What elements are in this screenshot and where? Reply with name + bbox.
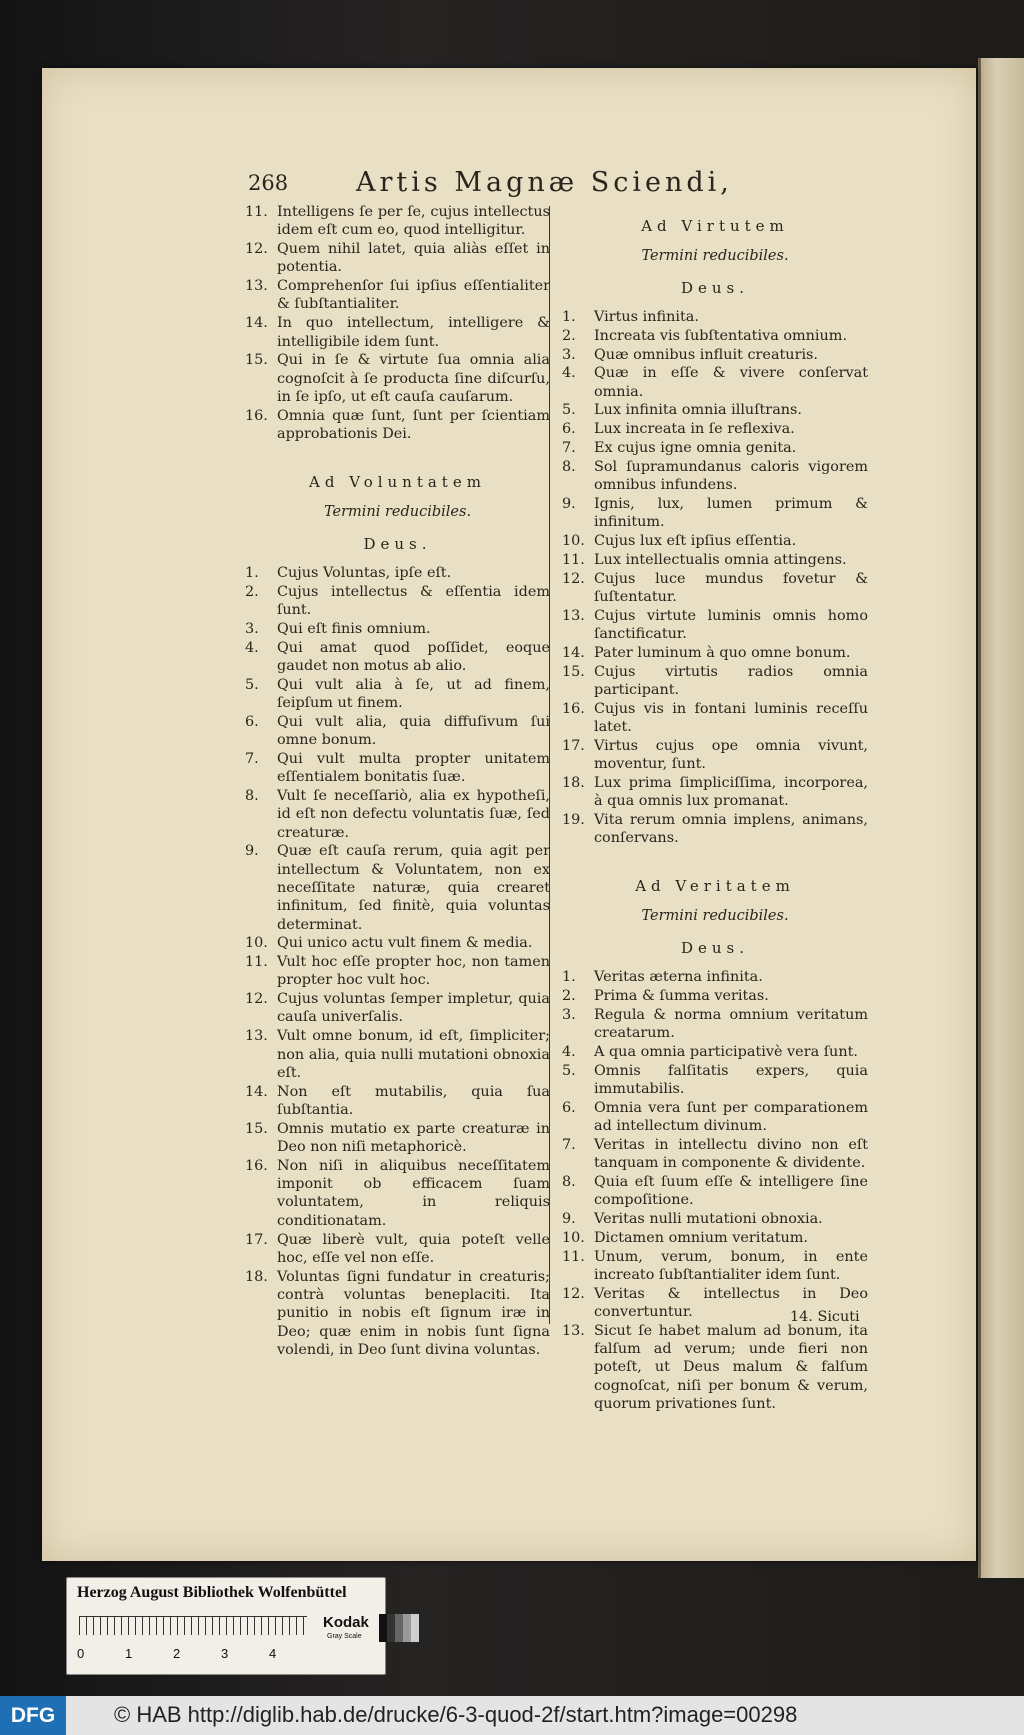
folio-number: 268 (248, 171, 289, 195)
item-text: Vult omne bonum, id eſt, ſimpliciter; non alia, quia nulli mutationi obnoxia eſt. (277, 1028, 550, 1081)
item-number: 6. (562, 1099, 576, 1116)
list-item (562, 1136, 868, 1173)
list-item (245, 1027, 550, 1082)
item-number: 1. (562, 969, 576, 986)
item-number: 12. (562, 570, 585, 587)
list-item (562, 346, 868, 364)
list-item (562, 308, 868, 326)
veritatem-list (562, 968, 868, 1413)
section-subtitle-virtutem: Termini reducibiles. (641, 248, 789, 264)
item-number: 19. (562, 812, 585, 829)
item-text: Cujus virtute luminis omnis homo ſanctificatur. (594, 607, 868, 643)
item-text: Qui unico actu vult finem & media. (277, 935, 533, 952)
item-number: 18. (562, 774, 585, 791)
list-item (245, 314, 550, 351)
list-item (245, 1231, 550, 1268)
item-text: Ignis, lux, lumen primum & infinitum. (594, 495, 868, 531)
list-item (245, 583, 550, 620)
list-item (562, 495, 868, 532)
list-item (245, 1120, 550, 1157)
item-text: Cujus virtutis radios omnia participant. (594, 663, 868, 698)
item-number: 1. (562, 309, 576, 325)
grayscale-swatch (379, 1614, 387, 1642)
item-text: Qui vult alia, quia diffuſivum ſui omne bonum. (277, 713, 550, 749)
section-deus-virtutem: Deus. (680, 279, 750, 297)
left-top-list (245, 203, 550, 443)
item-number: 5. (562, 1062, 576, 1079)
ruler-label: 1 (125, 1646, 133, 1661)
section-gap (562, 848, 868, 870)
ruler-label: 0 (77, 1646, 85, 1661)
item-number: 17. (245, 1231, 268, 1248)
item-number: 16. (562, 700, 585, 717)
item-text: Non niſi in aliquibus neceſſitatem imponit ob efficacem ſuam voluntatem, in reliquis conditionatam. (277, 1157, 550, 1229)
list-item (245, 787, 550, 842)
item-text: Vult ſe neceſſariò, alia ex hypotheſi, id eſt non defectu voluntatis ſuæ, ſed creaturæ. (277, 787, 550, 841)
item-text: Ex cujus igne omnia genita. (594, 440, 797, 457)
item-number: 11. (245, 204, 268, 220)
item-number: 10. (562, 1229, 585, 1246)
item-number: 13. (562, 1322, 585, 1339)
item-number: 16. (245, 1157, 268, 1174)
grayscale-swatch (411, 1614, 419, 1642)
item-number: 17. (562, 737, 585, 754)
item-text: Vita rerum omnia implens, animans, conſervans. (594, 812, 868, 847)
item-number: 12. (562, 1285, 585, 1302)
list-item (562, 327, 868, 345)
list-item (562, 607, 868, 644)
list-item (562, 551, 868, 569)
item-number: 6. (245, 713, 259, 730)
item-text: Cujus Voluntas, ipſe eſt. (277, 564, 452, 581)
item-number: 7. (245, 750, 259, 767)
list-item (245, 1157, 550, 1230)
grayscale-swatch (395, 1614, 403, 1642)
item-text: Lux infinita omnia illuſtrans. (594, 402, 802, 419)
item-text: Increata vis ſubſtentativa omnium. (594, 327, 848, 344)
item-text: Cujus lux eſt ipſius eſſentia. (594, 533, 797, 550)
item-number: 14. (245, 315, 268, 332)
list-item (245, 934, 550, 952)
item-text: Unum, verum, bonum, in ente increato ſubſtantialiter idem ſunt. (594, 1248, 868, 1283)
list-item (562, 532, 868, 550)
list-item (245, 203, 550, 240)
item-number: 10. (562, 533, 585, 550)
item-number: 8. (562, 1173, 576, 1190)
list-item (245, 639, 550, 676)
list-item (562, 1043, 868, 1061)
item-text: Cujus luce mundus fovetur & ſuſtentatur. (594, 570, 868, 605)
item-text: A qua omnia participativè vera ſunt. (594, 1043, 858, 1060)
catchword: 14. Sicuti (790, 1309, 860, 1325)
list-item (245, 351, 550, 406)
list-item (245, 676, 550, 713)
left-column (245, 203, 550, 1360)
item-number: 7. (562, 440, 576, 457)
list-item (562, 663, 868, 700)
item-text: Regula & norma omnium veritatum creatarum. (594, 1006, 868, 1041)
list-item (245, 564, 550, 582)
item-number: 14. (562, 644, 585, 661)
item-text: Veritas & intellectus in Deo convertuntur. (594, 1285, 868, 1320)
kodak-brand: Kodak (323, 1614, 369, 1631)
item-text: Quæ omnibus influit creaturis. (594, 346, 819, 363)
list-item (562, 644, 868, 662)
item-text: Quia eſt ſuum eſſe & intelligere ſine compoſitione. (594, 1173, 868, 1209)
list-item (562, 364, 868, 401)
item-number: 13. (245, 1028, 268, 1045)
item-text: Qui amat quod poſſidet, eoque gaudet non motus ab alio. (277, 639, 550, 674)
list-item (245, 620, 550, 638)
copyright-line: © HAB http://diglib.hab.de/drucke/6-3-quod-2f/start.htm?image=00298 (114, 1702, 798, 1727)
section-title-virtutem: Ad Virtutem (641, 217, 789, 235)
item-number: 4. (245, 639, 259, 656)
item-text: Sicut ſe habet malum ad bonum, ita falſum ad verum; unde fieri non poteſt, ut Deus malum & falſum cognoſcat, niſi per bonum & verum, quorum privationes ſunt. (594, 1322, 868, 1412)
item-text: In quo intellectum, intelligere & intelligibile idem ſunt. (277, 315, 550, 350)
item-number: 9. (245, 843, 259, 860)
item-number: 3. (562, 1006, 576, 1023)
item-number: 2. (562, 327, 576, 344)
item-text: Virtus infinita. (594, 309, 699, 325)
list-item (562, 737, 868, 774)
item-number: 6. (562, 421, 576, 438)
item-number: 11. (245, 954, 268, 971)
virtutem-list (562, 308, 868, 848)
list-item (562, 700, 868, 737)
list-item (562, 1006, 868, 1043)
list-item (562, 774, 868, 811)
item-text: Dictamen omnium veritatum. (594, 1229, 808, 1246)
item-number: 8. (245, 787, 259, 804)
item-text: Quæ eſt cauſa rerum, quia agit per intellectum & Voluntatem, non ex neceſſitate naturæ, quia crearet infinitum, ſed finitè, quia voluntas determinat. (277, 843, 550, 933)
list-item (562, 1062, 868, 1099)
list-item (562, 458, 868, 495)
item-text: Lux prima ſimpliciſſima, incorporea, à qua omnis lux promanat. (594, 774, 868, 810)
item-text: Virtus cujus ope omnia vivunt, moventur, ſunt. (594, 737, 868, 773)
right-column (562, 216, 868, 1414)
section-gap (245, 444, 550, 466)
item-number: 18. (245, 1268, 268, 1285)
list-item (562, 987, 868, 1005)
item-number: 1. (245, 564, 259, 581)
item-number: 15. (245, 1120, 268, 1137)
item-text: Omnis mutatio ex parte creaturæ in Deo non niſi metaphoricè. (277, 1120, 550, 1156)
list-item (245, 953, 550, 990)
dfg-logo: DFG (0, 1696, 66, 1735)
item-number: 15. (245, 352, 268, 369)
library-name: Herzog August Bibliothek Wolfenbüttel (77, 1584, 347, 1601)
item-text: Non eſt mutabilis, quia ſua ſubſtantia. (277, 1083, 550, 1118)
section-title-veritatem: Ad Veritatem (635, 877, 795, 896)
item-number: 14. (245, 1083, 268, 1100)
list-item (245, 407, 550, 444)
list-item (562, 1099, 868, 1136)
kodak-grayscale-label: Gray Scale (327, 1633, 362, 1640)
list-item (245, 240, 550, 277)
list-item (245, 842, 550, 933)
item-number: 3. (562, 346, 576, 363)
section-subtitle-voluntatem: Termini reducibiles. (323, 503, 472, 520)
page-gutter-line (978, 58, 981, 1578)
grayscale-swatch (403, 1614, 411, 1642)
item-number: 13. (562, 607, 585, 624)
list-item (245, 1268, 550, 1359)
item-text: Veritas in intellectu divino non eſt tanquam in componente & dividente. (594, 1136, 868, 1172)
list-item (245, 1083, 550, 1120)
item-text: Cujus intellectus & eſſentia idem ſunt. (277, 583, 550, 618)
list-item (562, 1322, 868, 1413)
item-number: 12. (245, 991, 268, 1008)
ruler-label: 3 (221, 1646, 229, 1661)
item-number: 11. (562, 1248, 585, 1265)
list-item (562, 968, 868, 986)
item-text: Qui vult alia à ſe, ut ad finem, ſeipſum ut finem. (277, 676, 550, 711)
library-color-card (66, 1577, 386, 1675)
item-text: Veritas æterna infinita. (594, 969, 763, 986)
item-text: Vult hoc eſſe propter hoc, non tamen propter hoc vult hoc. (277, 954, 550, 989)
item-number: 13. (245, 278, 268, 295)
list-item (562, 811, 868, 848)
voluntatem-list (245, 564, 550, 1359)
list-item (562, 1173, 868, 1210)
page-header (248, 167, 1008, 201)
list-item (245, 277, 550, 314)
list-item (245, 750, 550, 787)
item-number: 10. (245, 935, 268, 952)
ruler-label: 2 (173, 1646, 181, 1661)
section-deus-voluntatem: Deus. (363, 534, 432, 553)
item-text: Prima & ſumma veritas. (594, 987, 769, 1004)
item-number: 9. (562, 1210, 576, 1227)
item-number: 4. (562, 1043, 576, 1060)
item-text: Cujus voluntas ſemper impletur, quia cauſa univerſalis. (277, 991, 550, 1026)
item-number: 16. (245, 407, 268, 424)
next-page-edge (978, 58, 1024, 1578)
item-number: 5. (245, 676, 259, 693)
item-number: 11. (562, 551, 585, 568)
item-number: 8. (562, 458, 576, 475)
item-number: 2. (245, 583, 259, 600)
item-number: 5. (562, 402, 576, 419)
item-number: 7. (562, 1136, 576, 1153)
section-subtitle-veritatem: Termini reducibiles. (641, 908, 789, 925)
list-item (245, 990, 550, 1027)
list-item (562, 439, 868, 457)
list-item (562, 1210, 868, 1228)
item-text: Qui eſt finis omnium. (277, 620, 431, 637)
list-item (562, 1248, 868, 1285)
viewer-footer (0, 1696, 1024, 1735)
section-deus-veritatem: Deus. (680, 939, 750, 958)
list-item (562, 420, 868, 438)
item-text: Quæ in eſſe & vivere conſervat omnia. (594, 365, 868, 400)
measurement-ruler (79, 1616, 307, 1635)
item-text: Qui vult multa propter unitatem eſſentialem bonitatis ſuæ. (277, 750, 550, 786)
ruler-label: 4 (269, 1646, 277, 1661)
list-item (562, 1229, 868, 1247)
item-number: 12. (245, 241, 268, 258)
grayscale-swatch (387, 1614, 395, 1642)
list-item (562, 570, 868, 607)
item-text: Lux increata in ſe reflexiva. (594, 421, 795, 438)
item-number: 3. (245, 620, 259, 637)
item-number: 4. (562, 365, 576, 382)
section-title-voluntatem: Ad Voluntatem (309, 472, 486, 491)
running-title: Artis Magnæ Sciendi, (356, 167, 733, 198)
item-text: Omnia vera ſunt per comparationem ad intellectum divinum. (594, 1099, 868, 1134)
item-text: Pater luminum à quo omne bonum. (594, 644, 851, 661)
item-text: Intelligens ſe per ſe, cujus intellectus idem eſt cum eo, quod intelligitur. (277, 204, 550, 239)
item-text: Quæ liberè vult, quia poteſt velle hoc, eſſe vel non eſſe. (277, 1231, 550, 1266)
list-item (245, 713, 550, 750)
item-text: Omnia quæ ſunt, ſunt per ſcientiam approbationis Dei. (277, 407, 550, 443)
item-text: Omnis falſitatis expers, quia immutabilis. (594, 1062, 868, 1097)
item-text: Qui in ſe & virtute ſua omnia alia cognoſcit à ſe producta ſine diſcurſu, in ſe ipſo, ut eſt cauſa cauſarum. (277, 352, 550, 405)
item-text: Voluntas ſigni fundatur in creaturis; contrà voluntas beneplaciti. Ita punitio in nobis eſt ſignum iræ in Deo; quæ enim in nobis ſunt ſigna volendi, in Deo ſunt divina voluntas. (277, 1268, 550, 1358)
item-number: 9. (562, 495, 576, 512)
item-number: 2. (562, 987, 576, 1004)
item-text: Sol ſupramundanus caloris vigorem omnibus infundens. (594, 458, 868, 494)
item-text: Comprehenſor ſui ipſius eſſentialiter & ſubſtantialiter. (277, 278, 550, 313)
item-text: Lux intellectualis omnia attingens. (594, 551, 847, 568)
list-item (562, 401, 868, 419)
item-number: 15. (562, 663, 585, 680)
item-text: Quem nihil latet, quia aliàs eſſet in potentia. (277, 241, 550, 276)
item-text: Veritas nulli mutationi obnoxia. (594, 1210, 823, 1227)
item-text: Cujus vis in fontani luminis receſſu latet. (594, 700, 868, 736)
